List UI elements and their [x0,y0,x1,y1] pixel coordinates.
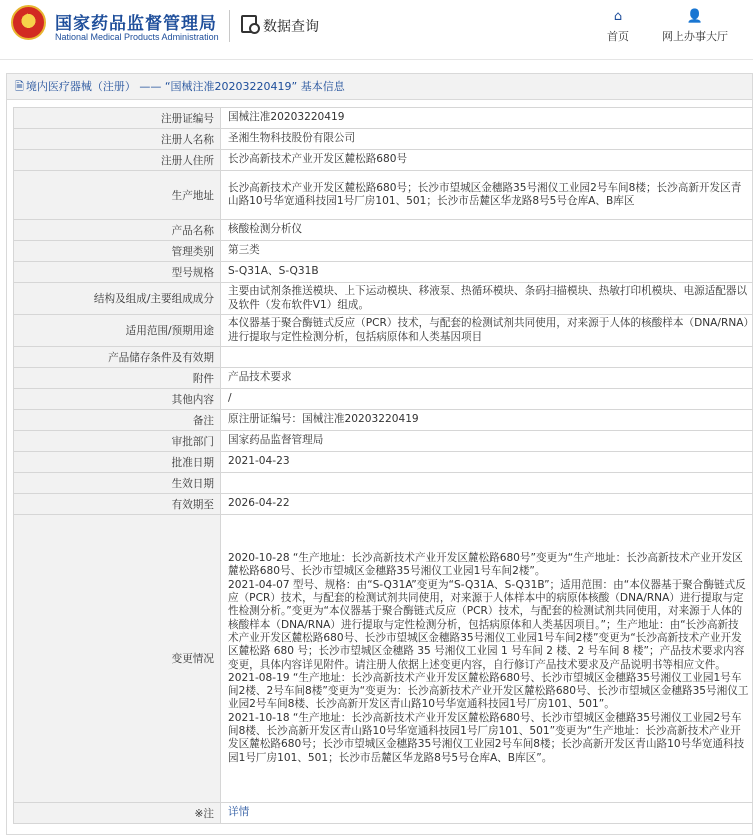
table-row [14,473,753,494]
data-query-icon [241,15,257,33]
breadcrumb [7,74,752,100]
row-label: 变更情况 [14,515,221,803]
table-row [14,241,753,262]
table-row [14,515,753,803]
table-row [14,150,753,171]
row-value: 长沙高新技术产业开发区麓松路680号 [221,150,753,171]
row-value: 长沙高新技术产业开发区麓松路680号；长沙市望城区金穗路35号湘仪工业园2号车间8楼；长沙高新开发区青山路10号华宽通科技园1号厂房101、501；长沙市岳麓区华龙路8号5号仓库A、B库区 [221,171,753,220]
table-row [14,389,753,410]
row-label: 生产地址 [14,171,221,220]
row-label: 有效期至 [14,494,221,515]
row-label: 备注 [14,410,221,431]
table-row [14,368,753,389]
table-row [14,129,753,150]
breadcrumb-text: 境内医疗器械（注册） —— “国械注准20203220419” 基本信息 [25,80,345,93]
row-value: 2021-04-23 [221,452,753,473]
row-value: 2026-04-22 [221,494,753,515]
header-divider [229,10,230,42]
row-label: 适用范围/预期用途 [14,315,221,347]
row-value: / [221,389,753,410]
change-history: 2020-10-28 “生产地址：长沙高新技术产业开发区麓松路680号”变更为“生产地址：长沙高新技术产业开发区麓松路680号、长沙市望城区金穗路35号湘仪工业园1号车间2楼”。 2021-04-07 型号、规格：由“S-Q31A”变更为“S-Q31A、S-Q31B”；适用范围：由“本仪器基于聚合酶链式反应（PCR）技术，与配套的检测试剂共同使用，对来源于人体样本中的病原体核酸（DNA/RNA）进行提取与定性检测分析。”变更为“本仪器基于聚合酶链式反应（PCR）技术，与配套的检测试剂共同使用，对来源于人体的核酸样本（DNA/RNA）进行提取与定性检测分析，包括病原体和人类基因项目。”；生产地址：由“长沙高新技术产业开发区麓松路680号、长沙市望城区金穗路35号湘仪工业园1号车间2楼”变更为“长沙高新技术产业开发区麓松路 680 号；长沙市望城区金穗路 35 号湘仪工业园 1 号车间 2 楼、2 号车间 8 楼”；产品技术要求内容变更，具体内容详见附件。请注册人依据上述变更内容，自行修订产品技术要求及产品说明书等相应文件。 2021-08-19 “生产地址：长沙高新技术产业开发区麓松路680号、长沙市望城区金穗路35号湘仪工业园1号车间2楼、2号车间8楼”变更为“变更为：长沙高新技术产业开发区麓松路680号、长沙市望城区金穗路35号湘仪工业园2号车间8楼、长沙高新开发区青山路10号华宽通科技园1号厂房101、501”。 2021-10-18 “生产地址：长沙高新技术产业开发区麓松路680号、长沙市望城区金穗路35号湘仪工业园2号车间8楼、长沙高新开发区青山路10号华宽通科技园1号厂房101、501”变更为“生产地址：长沙高新技术产业开发区麓松路680号；长沙市望城区金穗路35号湘仪工业园2号车间8楼；长沙高新开发区青山路10号华宽通科技园1号厂房101、501；长沙市岳麓区华龙路8号5号仓库A、B库区”。 [221,515,753,803]
national-emblem-icon: ★ [11,5,46,40]
row-value: 核酸检测分析仪 [221,220,753,241]
table-row [14,494,753,515]
row-label: 管理类别 [14,241,221,262]
row-value: 本仪器基于聚合酶链式反应（PCR）技术，与配套的检测试剂共同使用，对来源于人体的核酸样本（DNA/RNA）进行提取与定性检测分析，包括病原体和人类基因项目 [221,315,753,347]
row-value: S-Q31A、S-Q31B [221,262,753,283]
row-label: 结构及组成/主要组成成分 [14,283,221,315]
row-label: 审批部门 [14,431,221,452]
row-label: 生效日期 [14,473,221,494]
table-row [14,803,753,824]
user-icon: 👤 [686,9,704,24]
table-row [14,171,753,220]
row-label: 产品储存条件及有效期 [14,347,221,368]
row-label: 注册证编号 [14,108,221,129]
details-link[interactable]: 详情 [228,806,250,819]
table-row [14,452,753,473]
site-header [0,0,753,60]
row-value: 主要由试剂条推送模块、上下运动模块、移液泵、热循环模块、条码扫描模块、热敏打印机模块、电源适配器以及软件（发布软件V1）组成。 [221,283,753,315]
row-value [221,473,753,494]
row-value [221,347,753,368]
detail-panel [6,73,753,835]
row-label: 注册人住所 [14,150,221,171]
table-row [14,108,753,129]
org-name-en: National Medical Products Administration [55,32,219,42]
table-row [14,410,753,431]
nav-online-service-hall-label: 网上办事大厅 [662,30,728,43]
row-label: 注册人名称 [14,129,221,150]
row-value: 原注册证编号：国械注准20203220419 [221,410,753,431]
table-row [14,262,753,283]
row-value: 第三类 [221,241,753,262]
table-row [14,220,753,241]
nav-online-service-hall[interactable] [652,10,738,44]
table-row [14,347,753,368]
row-label: 批准日期 [14,452,221,473]
row-label: 附件 [14,368,221,389]
row-label: 型号规格 [14,262,221,283]
device-info-table [13,107,753,824]
row-label: ※注 [14,803,221,824]
home-icon: ⌂ [613,9,623,24]
org-name-cn: 国家药品监督管理局 [55,14,217,34]
nav-home-label: 首页 [607,30,629,43]
table-row [14,315,753,347]
document-icon: 🗎 [15,80,24,93]
row-value: 产品技术要求 [221,368,753,389]
row-value: 国家药品监督管理局 [221,431,753,452]
row-label: 其他内容 [14,389,221,410]
row-value: 国械注准20203220419 [221,108,753,129]
table-row [14,431,753,452]
table-row [14,283,753,315]
row-label: 产品名称 [14,220,221,241]
row-value: 圣湘生物科技股份有限公司 [221,129,753,150]
page-title: 数据查询 [263,19,319,35]
nav-home[interactable] [596,10,640,44]
